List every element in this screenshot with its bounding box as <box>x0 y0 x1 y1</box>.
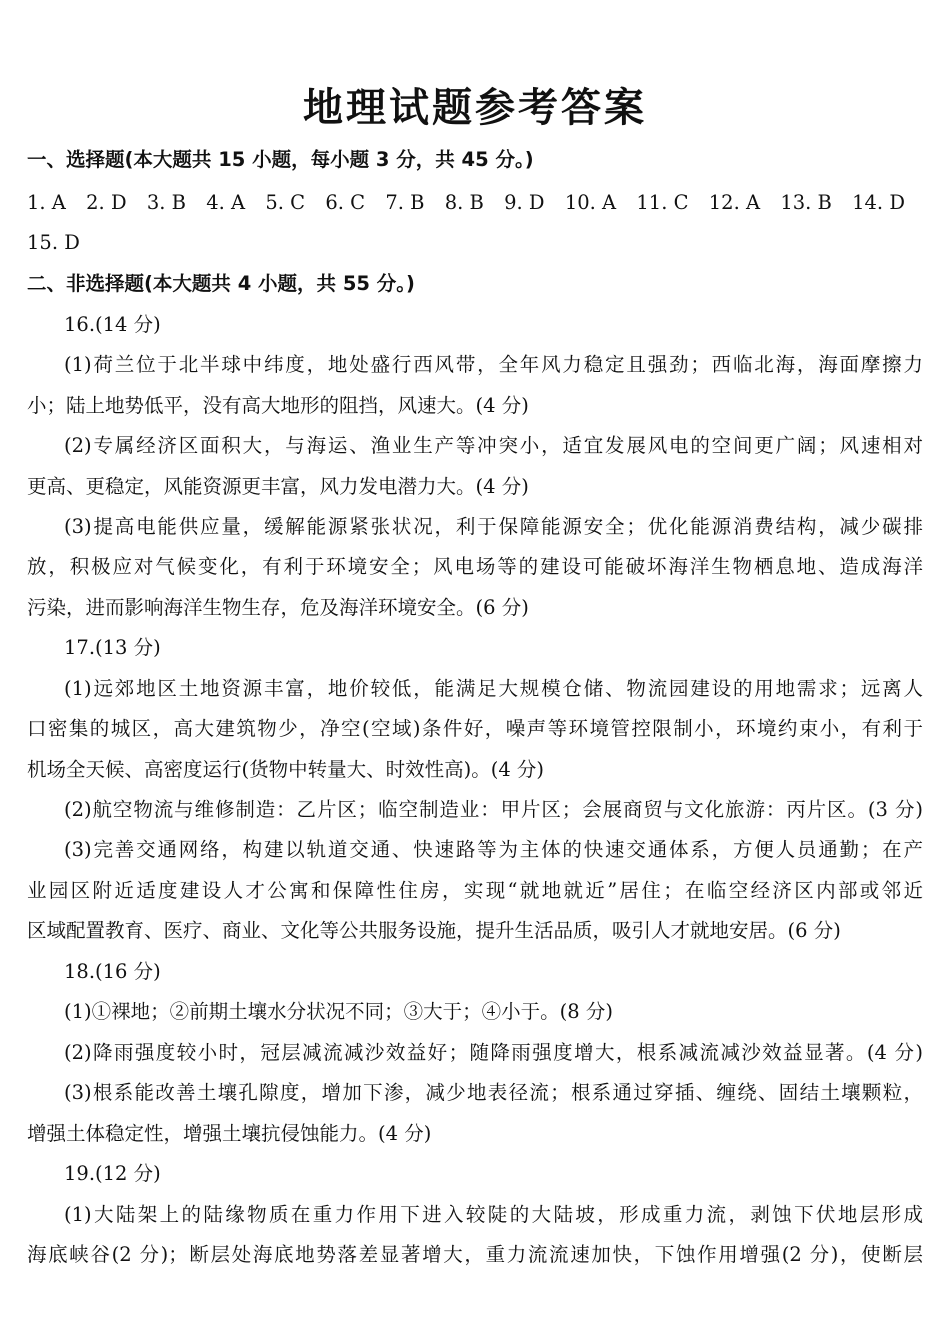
answer-paragraph-line: (1)远郊地区土地资源丰富，地价较低，能满足大规模仓储、物流园建设的用地需求；远离人 <box>64 677 923 700</box>
page-title: 地理试题参考答案 <box>303 85 647 131</box>
answer-paragraph-line: (3)提高电能供应量，缓解能源紧张状况，利于保障能源安全；优化能源消费结构，减少碳排 <box>64 515 923 538</box>
answer-paragraph-line: (3)根系能改善土壤孔隙度，增加下渗，减少地表径流；根系通过穿插、缠绕、固结土壤颗粒， <box>64 1081 923 1104</box>
answer-item: 5. C <box>265 191 306 214</box>
answer-paragraph-line: (1)大陆架上的陆缘物质在重力作用下进入较陡的大陆坡，形成重力流，剥蚀下伏地层形成 <box>64 1203 923 1226</box>
answer-paragraph-line: 口密集的城区，高大建筑物少，净空(空域)条件好，噪声等环境管控限制小，环境约束小，有利于 <box>27 717 923 740</box>
answer-paragraph-line: 区域配置教育、医疗、商业、文化等公共服务设施，提升生活品质，吸引人才就地安居。(6 分) <box>27 919 841 942</box>
answer-paragraph-line: (2)专属经济区面积大，与海运、渔业生产等冲突小，适宜发展风电的空间更广阔；风速相对 <box>64 434 923 457</box>
section-heading-multiple-choice: 一、选择题(本大题共 15 小题，每小题 3 分，共 45 分。) <box>27 148 534 171</box>
section-heading-free-response: 二、非选择题(本大题共 4 小题，共 55 分。) <box>27 272 415 295</box>
question-header: 18.(16 分) <box>64 960 161 983</box>
answer-paragraph-line: (3)完善交通网络，构建以轨道交通、快速路等为主体的快速交通体系，方便人员通勤；在产 <box>64 838 923 861</box>
answer-paragraph-line: 小；陆上地势低平，没有高大地形的阻挡，风速大。(4 分) <box>27 394 529 417</box>
answer-item: 11. C <box>636 191 689 214</box>
answer-paragraph-line: 污染，进而影响海洋生物生存，危及海洋环境安全。(6 分) <box>27 596 529 619</box>
question-header: 17.(13 分) <box>64 636 161 659</box>
answer-item: 8. B <box>444 191 484 214</box>
answer-paragraph-line: (1)①裸地；②前期土壤水分状况不同；③大于；④小于。(8 分) <box>64 1000 613 1023</box>
answer-paragraph-line: 更高、更稳定，风能资源更丰富，风力发电潜力大。(4 分) <box>27 475 529 498</box>
answer-item: 14. D <box>852 191 905 214</box>
answer-item: 12. A <box>708 191 761 214</box>
answer-item: 7. B <box>385 191 425 214</box>
answer-paragraph-line: 放，积极应对气候变化，有利于环境安全；风电场等的建设可能破坏海洋生物栖息地、造成海洋 <box>27 555 923 578</box>
answer-paragraph-line: 机场全天候、高密度运行(货物中转量大、时效性高)。(4 分) <box>27 758 545 781</box>
answer-paragraph-line: 增强土体稳定性，增强土壤抗侵蚀能力。(4 分) <box>27 1122 432 1145</box>
answer-item: 2. D <box>86 191 127 214</box>
answer-paragraph-line: (1)荷兰位于北半球中纬度，地处盛行西风带，全年风力稳定且强劲；西临北海，海面摩擦力 <box>64 353 923 376</box>
answer-item: 3. B <box>146 191 186 214</box>
question-header: 16.(14 分) <box>64 313 161 336</box>
question-header: 19.(12 分) <box>64 1162 161 1185</box>
answer-paragraph-line: (2)航空物流与维修制造：乙片区；临空制造业：甲片区；会展商贸与文化旅游：丙片区。(3 分) <box>64 798 923 821</box>
multiple-choice-answers-row <box>27 183 905 223</box>
answer-paragraph-line: 业园区附近适度建设人才公寓和保障性住房，实现“就地就近”居住；在临空经济区内部或邻近 <box>27 879 923 902</box>
answer-paragraph-line: (2)降雨强度较小时，冠层减流减沙效益好；随降雨强度增大，根系减流减沙效益显著。(4 分) <box>64 1041 923 1064</box>
answer-item: 1. A <box>27 191 66 214</box>
answer-paragraph-line: 海底峡谷(2 分)；断层处海底地势落差显著增大，重力流流速加快，下蚀作用增强(2 分)，使断层 <box>27 1243 923 1266</box>
answer-item: 13. B <box>780 191 832 214</box>
answer-item: 9. D <box>504 191 545 214</box>
answer-item: 15. D <box>27 231 80 254</box>
answer-item: 4. A <box>206 191 246 214</box>
answer-item: 10. A <box>564 191 617 214</box>
answer-item: 6. C <box>325 191 366 214</box>
